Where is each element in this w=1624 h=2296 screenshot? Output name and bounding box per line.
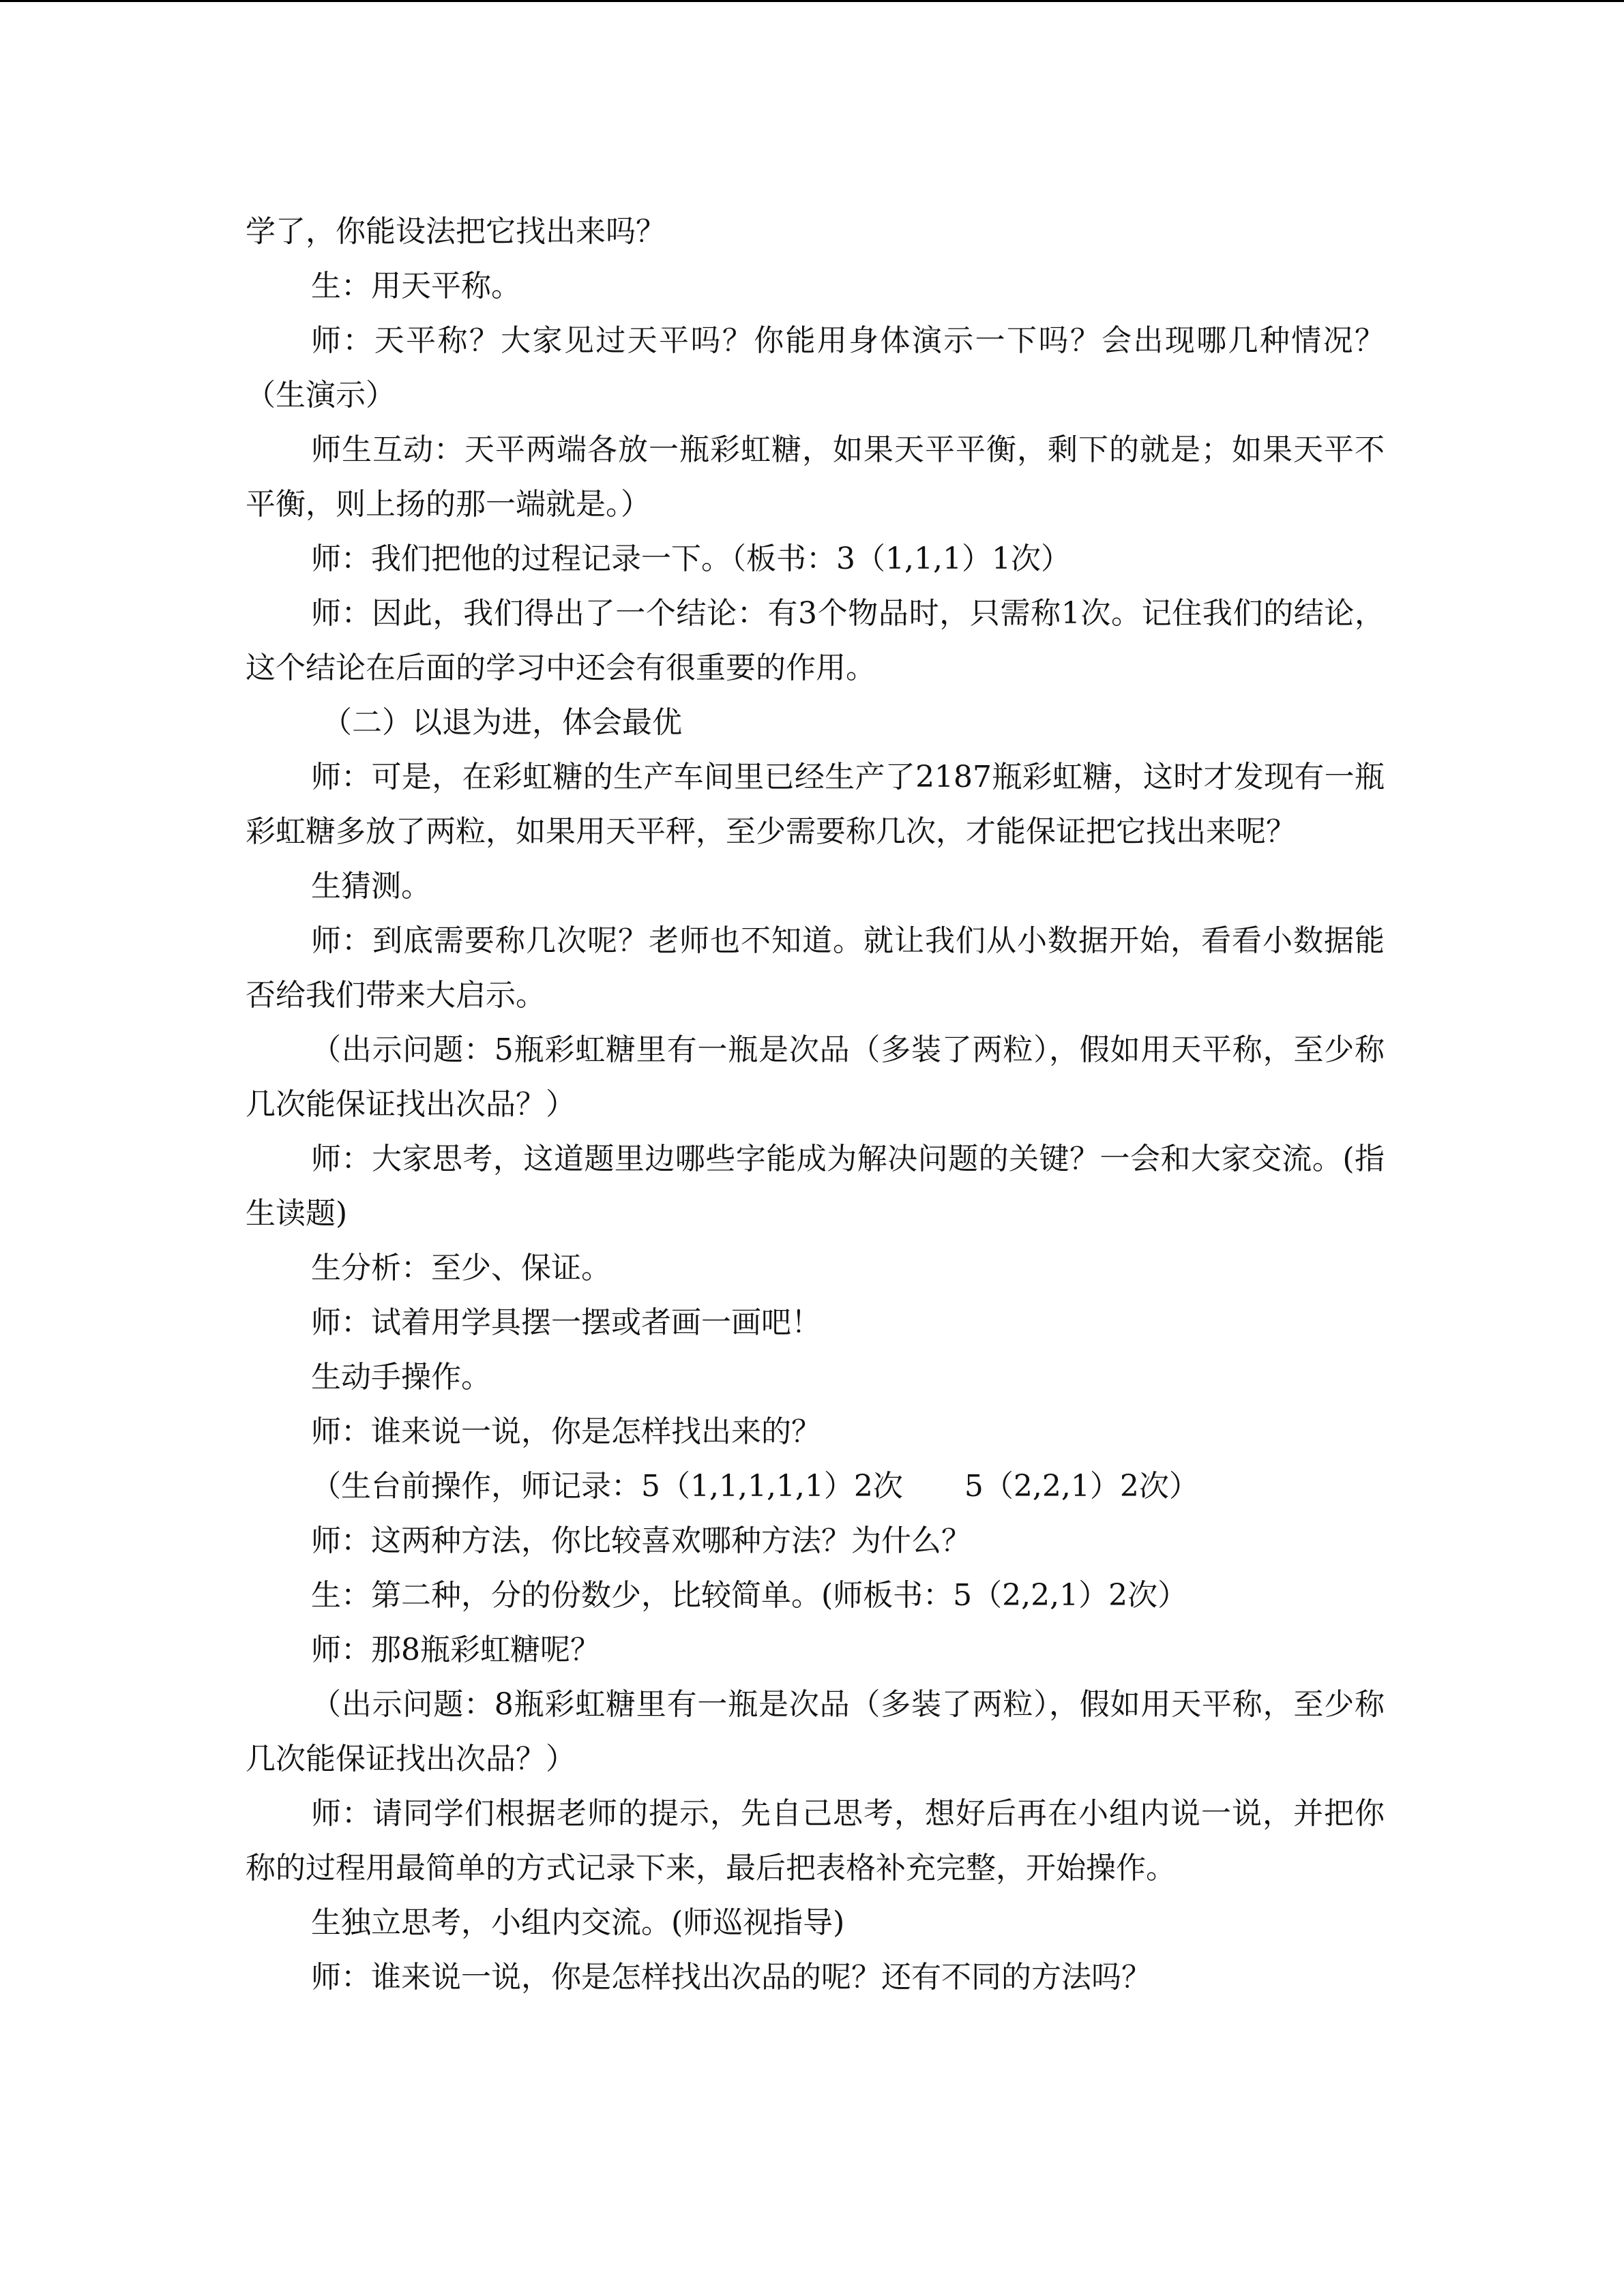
problem-eight-bottles: （出示问题：8瓶彩虹糖里有一瓶是次品（多装了两粒），假如用天平称，至少称几次能保证找出次品？） (246, 1687, 1385, 1776)
teacher-question-balance: 师：天平称？大家见过天平吗？你能用身体演示一下吗？会出现哪几种情况？（生演示） (246, 323, 1385, 413)
teacher-compare-methods: 师：这两种方法，你比较喜欢哪种方法？为什么？ (311, 1523, 971, 1558)
student-analysis: 生分析：至少、保证。 (311, 1251, 611, 1285)
teacher-group-instruction: 师：请同学们根据老师的提示，先自己思考，想好后再在小组内说一说，并把你称的过程用最简单的方式记录下来，最后把表格补充完整，开始操作。 (246, 1796, 1385, 1885)
teacher-eight-bottles: 师：那8瓶彩虹糖呢？ (311, 1632, 600, 1667)
problem-five-bottles: （出示问题：5瓶彩虹糖里有一瓶是次品（多装了两粒），假如用天平称，至少称几次能保证找出次品？） (246, 1032, 1385, 1122)
student-demo-record (246, 1459, 1385, 1514)
record-method-two: 5（2,2,1）2次） (964, 1469, 1199, 1504)
student-guess: 生猜测。 (311, 869, 431, 904)
teacher-ask-method: 师：谁来说一说，你是怎样找出来的？ (311, 1414, 821, 1449)
teacher-ask-different-methods: 师：谁来说一说，你是怎样找出次品的呢？还有不同的方法吗？ (311, 1960, 1151, 1995)
student-operate: 生动手操作。 (311, 1360, 491, 1395)
teacher-student-interaction: 师生互动：天平两端各放一瓶彩虹糖，如果天平平衡，剩下的就是；如果天平不平衡，则上扬的那一端就是。） (246, 432, 1385, 522)
page-top-border (0, 0, 1624, 2)
teacher-conclusion: 师：因此，我们得出了一个结论：有3个物品时，只需称1次。记住我们的结论，这个结论在后面的学习中还会有很重要的作用。 (246, 596, 1385, 685)
document-body (246, 205, 1385, 2005)
teacher-problem-2187: 师：可是，在彩虹糖的生产车间里已经生产了2187瓶彩虹糖，这时才发现有一瓶彩虹糖多放了两粒，如果用天平秤，至少需要称几次，才能保证把它找出来呢？ (246, 760, 1385, 849)
teacher-small-data: 师：到底需要称几次呢？老师也不知道。就让我们从小数据开始，看看小数据能否给我们带来大启示。 (246, 923, 1385, 1013)
paragraph-continuation: 学了，你能设法把它找出来吗？ (246, 214, 666, 249)
section-heading: （二）以退为进，体会最优 (322, 705, 682, 740)
student-answer-balance: 生：用天平称。 (311, 269, 521, 303)
student-group-discussion: 生独立思考，小组内交流。(师巡视指导) (311, 1905, 845, 1940)
student-choose-second: 生：第二种，分的份数少，比较简单。(师板书：5（2,2,1）2次） (311, 1578, 1188, 1613)
teacher-try-tools: 师：试着用学具摆一摆或者画一画吧！ (311, 1305, 821, 1340)
teacher-record-three: 师：我们把他的过程记录一下。（板书：3（1,1,1）1次） (311, 541, 1071, 576)
teacher-key-words: 师：大家思考，这道题里边哪些字能成为解决问题的关键？一会和大家交流。(指生读题) (246, 1142, 1385, 1231)
record-method-one: （生台前操作，师记录：5（1,1,1,1,1）2次 (311, 1469, 903, 1504)
